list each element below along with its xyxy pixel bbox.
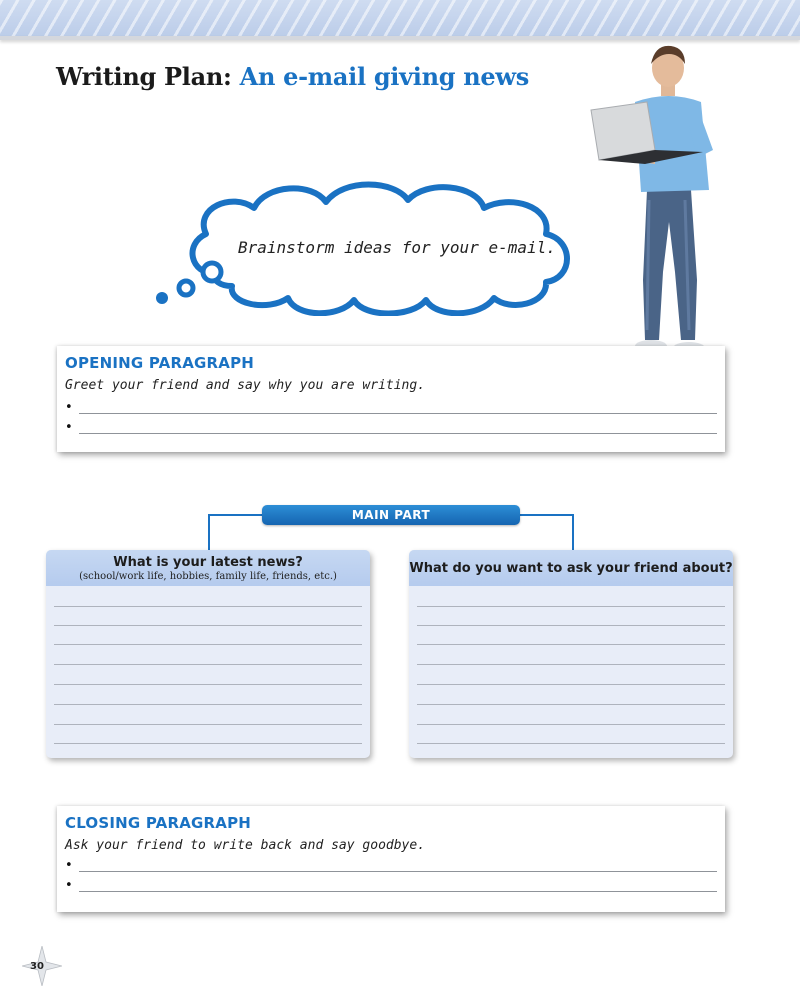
bullet-dot: • — [65, 420, 73, 435]
latest-news-header — [46, 550, 370, 586]
closing-instruction: Ask your friend to write back and say goodbye. — [65, 838, 426, 853]
main-part-connector-right — [518, 514, 574, 550]
writing-line[interactable] — [54, 606, 362, 607]
writing-line[interactable] — [417, 625, 725, 626]
writing-line[interactable] — [417, 684, 725, 685]
writing-line[interactable] — [54, 644, 362, 645]
writing-line[interactable] — [417, 743, 725, 744]
opening-bullet-line[interactable] — [65, 400, 717, 416]
writing-line — [79, 891, 717, 892]
writing-line — [79, 433, 717, 434]
page-title — [56, 62, 529, 91]
ask-friend-header — [409, 550, 733, 586]
main-part-label: MAIN PART — [262, 505, 520, 525]
opening-instruction: Greet your friend and say why you are writing. — [65, 378, 426, 393]
latest-news-question: What is your latest news? — [113, 555, 303, 570]
writing-line — [79, 413, 717, 414]
writing-line[interactable] — [54, 684, 362, 685]
latest-news-subtitle: (school/work life, hobbies, family life, friends, etc.) — [79, 571, 337, 582]
bullet-dot: • — [65, 400, 73, 415]
page-number: 30 — [30, 961, 44, 972]
ask-friend-box — [409, 550, 733, 758]
writing-line[interactable] — [54, 664, 362, 665]
closing-heading: CLOSING PARAGRAPH — [65, 814, 252, 832]
opening-bullet-line[interactable] — [65, 420, 717, 436]
writing-line[interactable] — [417, 644, 725, 645]
writing-line[interactable] — [54, 724, 362, 725]
opening-heading: OPENING PARAGRAPH — [65, 354, 255, 372]
main-part-connector-left — [208, 514, 264, 550]
writing-line[interactable] — [417, 704, 725, 705]
opening-paragraph-panel — [57, 346, 725, 452]
bullet-dot: • — [65, 878, 73, 893]
writing-line[interactable] — [417, 724, 725, 725]
title-topic: An e-mail giving news — [239, 62, 529, 91]
closing-paragraph-panel — [57, 806, 725, 912]
closing-bullet-line[interactable] — [65, 878, 717, 894]
writing-line[interactable] — [417, 606, 725, 607]
closing-bullet-line[interactable] — [65, 858, 717, 874]
writing-line[interactable] — [54, 704, 362, 705]
writing-line[interactable] — [54, 625, 362, 626]
writing-line — [79, 871, 717, 872]
latest-news-box — [46, 550, 370, 758]
top-banner — [0, 0, 800, 36]
title-prefix: Writing Plan: — [56, 62, 232, 91]
ask-friend-question: What do you want to ask your friend about? — [409, 561, 733, 576]
writing-line[interactable] — [417, 664, 725, 665]
bullet-dot: • — [65, 858, 73, 873]
brainstorm-prompt: Brainstorm ideas for your e-mail. — [238, 238, 556, 257]
writing-line[interactable] — [54, 743, 362, 744]
